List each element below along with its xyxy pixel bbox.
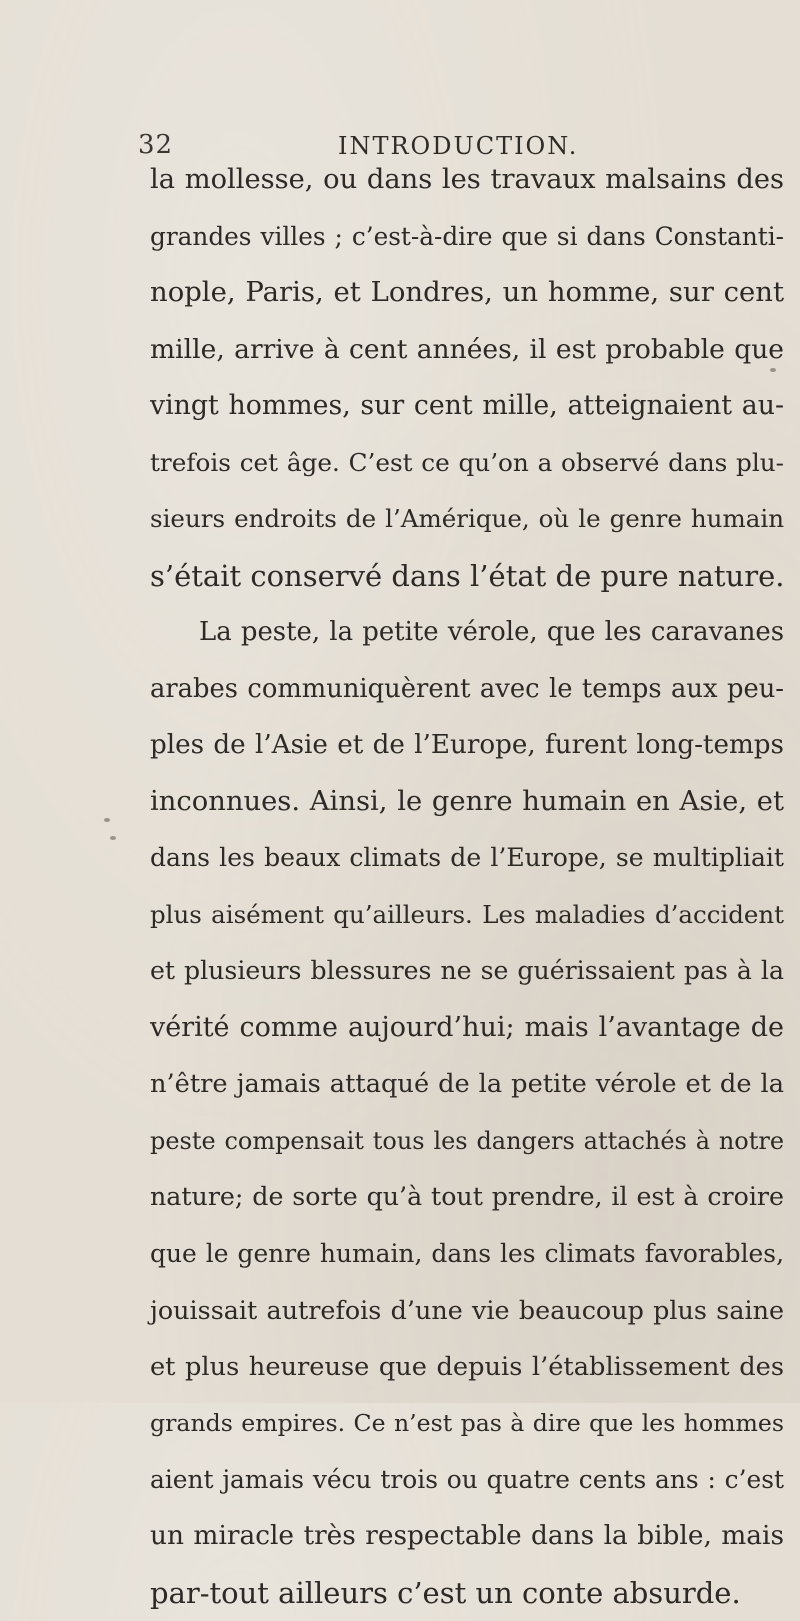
text-line: nature; de sorte qu’à tout prendre, il est à croire	[150, 1169, 784, 1226]
text-line: dans les beaux climats de l’Europe, se multipliait	[150, 830, 784, 887]
text-line: par-tout ailleurs c’est un conte absurde.	[150, 1565, 784, 1621]
text-line: la mollesse, ou dans les travaux malsains des	[150, 152, 784, 209]
text-line: et plusieurs blessures ne se guérissaient pas à la	[150, 943, 784, 1000]
running-head: INTRODUCTION.	[338, 132, 578, 160]
page-number: 32	[138, 130, 173, 160]
text-line: mille, arrive à cent années, il est probable que	[150, 322, 784, 379]
text-line: et plus heureuse que depuis l’établissement des	[150, 1339, 784, 1396]
text-line: peste compensait tous les dangers attachés à notre	[150, 1113, 784, 1170]
text-line: grandes villes ; c’est-à-dire que si dans Constanti-	[150, 209, 784, 266]
body-text	[150, 152, 784, 1621]
text-line: plus aisément qu’ailleurs. Les maladies d’accident	[150, 887, 784, 944]
text-line: n’être jamais attaqué de la petite vérole et de la	[150, 1056, 784, 1113]
text-line: aient jamais vécu trois ou quatre cents ans : c’est	[150, 1452, 784, 1509]
paper-speck	[104, 818, 110, 822]
text-line: un miracle très respectable dans la bible, mais	[150, 1508, 784, 1565]
text-line: ples de l’Asie et de l’Europe, furent long-temps	[150, 717, 784, 774]
paragraph-2	[150, 604, 784, 1621]
text-line: s’était conservé dans l’état de pure nature.	[150, 548, 784, 605]
paper-speck	[110, 836, 116, 840]
text-line: vérité comme aujourd’hui; mais l’avantage de	[150, 1000, 784, 1057]
paper-speck	[770, 368, 776, 372]
text-line: sieurs endroits de l’Amérique, où le genre humain	[150, 491, 784, 548]
text-line: grands empires. Ce n’est pas à dire que les hommes	[150, 1395, 784, 1452]
text-line: arabes communiquèrent avec le temps aux peu-	[150, 661, 784, 718]
paragraph-1	[150, 152, 784, 604]
text-line: jouissait autrefois d’une vie beaucoup plus saine	[150, 1282, 784, 1339]
text-line: que le genre humain, dans les climats favorables,	[150, 1226, 784, 1283]
text-line: trefois cet âge. C’est ce qu’on a observé dans plu-	[150, 435, 784, 492]
text-line: La peste, la petite vérole, que les caravanes	[150, 604, 784, 661]
text-line: vingt hommes, sur cent mille, atteignaient au-	[150, 378, 784, 435]
text-line: nople, Paris, et Londres, un homme, sur cent	[150, 265, 784, 322]
text-line: inconnues. Ainsi, le genre humain en Asie, et	[150, 774, 784, 831]
